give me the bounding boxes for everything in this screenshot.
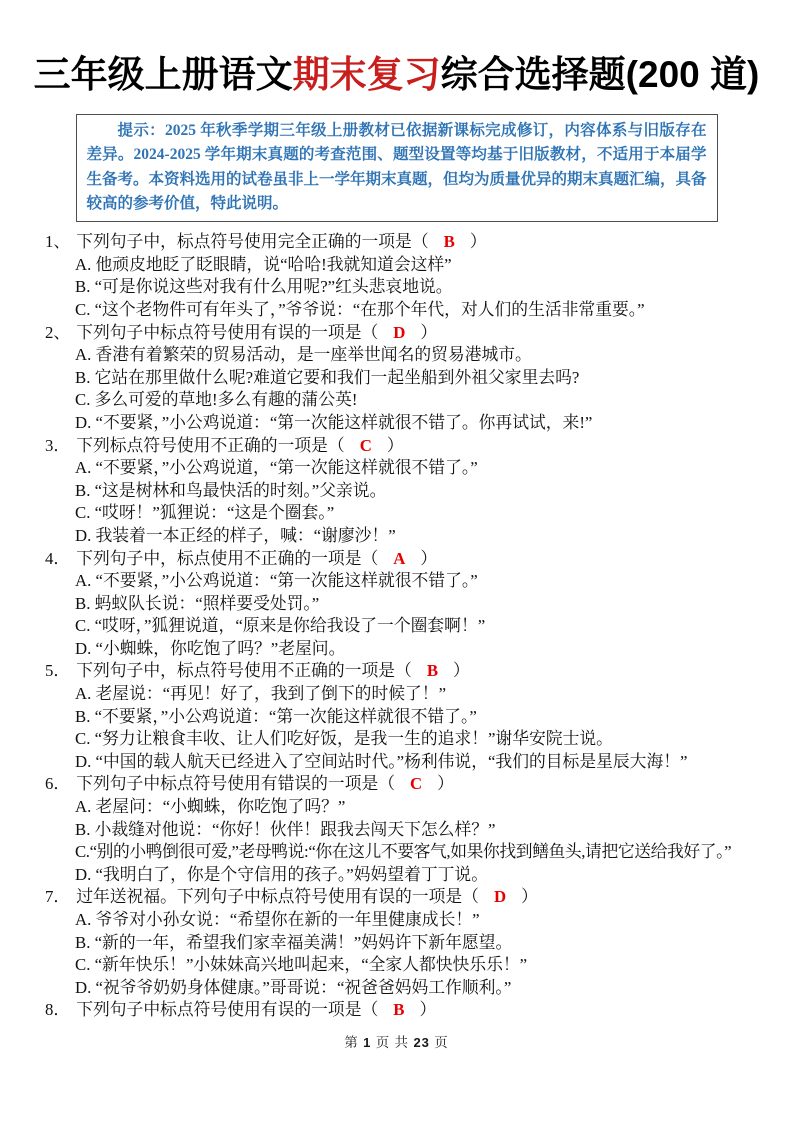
close-paren: ） [420,548,438,568]
option-d: D. “小蜘蛛，你吃饱了吗？”老屋问。 [75,638,346,658]
option-b: B. “新的一年，希望我们家幸福美满！”妈妈许下新年愿望。 [75,932,513,952]
option-a: A. “不要紧，”小公鸡说道：“第一次能这样就很不错了。” [75,571,478,591]
option-c: C. “新年快乐！”小妹妹高兴地叫起来，“全家人都快快乐乐！” [75,955,528,975]
question-text: 过年送祝福。下列句子中标点符号使用有误的一项是（ [76,887,479,907]
current-page-number: 1 [363,1035,372,1050]
close-paren: ） [437,774,454,794]
question-stem [45,548,755,571]
question-stem [45,322,755,345]
option-a: A. 他顽皮地眨了眨眼睛，说“哈哈!我就知道会这样” [75,254,452,274]
question-1 [45,231,755,321]
question-text: 下列句子中，标点符号使用不正确的一项是（ [76,661,412,681]
question-text: 下列标点符号使用不正确的一项是（ [76,435,345,455]
close-paren: ） [453,661,470,681]
option-d: D. “不要紧，”小公鸡说道：“第一次能这样就很不错了。你再试试，来!” [75,412,593,432]
page-title [0,44,793,98]
option-b: B. “这是树林和鸟最快活的时刻。”父亲说。 [75,480,387,500]
close-paren: ） [420,322,438,342]
question-3 [45,435,755,548]
answer-letter: B [393,1000,405,1020]
question-6 [45,773,755,886]
question-text: 下列句子中，标点符号使用完全正确的一项是（ [76,232,429,252]
question-text: 下列句子中标点符号使用有误的一项是（ [76,1000,379,1020]
close-paren: ） [469,232,487,252]
option-c: C.“别的小鸭倒很可爱,”老母鸭说:“你在这儿不要客气,如果你找到鳝鱼头,请把它送给我好了。” [75,842,732,862]
question-text: 下列句子中，标点使用不正确的一项是（ [76,548,379,568]
question-number: 3． [45,435,71,455]
option-a: A. 香港有着繁荣的贸易活动，是一座举世闻名的贸易港城市。 [75,345,532,365]
question-2 [45,322,755,435]
question-5 [45,660,755,773]
question-text: 下列句子中标点符号使用有错误的一项是（ [76,774,396,794]
option-b: B. 它站在那里做什么呢?难道它要和我们一起坐船到外祖父家里去吗? [75,367,580,387]
notice-box [76,114,718,222]
question-text: 下列句子中标点符号使用有误的一项是（ [76,322,379,342]
question-stem [45,773,755,796]
title-prefix: 三年级上册语文 [33,54,293,95]
option-c: C. “哎呀，”狐狸说道，“原来是你给我设了一个圈套啊！” [75,616,486,636]
option-b: B. 小裁缝对他说：“你好！伙伴！跟我去闯天下怎么样？” [75,819,496,839]
footer-text: 页 [429,1035,449,1050]
question-stem [45,886,755,909]
option-b: B. “可是你说这些对我有什么用呢?”红头悲哀地说。 [75,277,453,297]
close-paren: ） [521,887,538,907]
option-d: D. 我装着一本正经的样子，喊：“谢廖沙！” [75,525,396,545]
option-b: B. 蚂蚁队长说：“照样要受处罚。” [75,593,320,613]
answer-letter: D [493,887,507,907]
question-7 [45,886,755,999]
close-paren: ） [419,1000,437,1020]
question-number: 7． [45,887,71,907]
question-number: 2、 [45,322,71,342]
option-c: C. “努力让粮食丰收、让人们吃好饭，是我一生的追求！”谢华安院士说。 [75,729,613,749]
question-number: 1、 [45,232,71,252]
question-stem [45,660,755,683]
answer-letter: A [393,548,406,568]
option-a: A. 老屋问：“小蜘蛛，你吃饱了吗？” [75,797,346,817]
option-a: A. 爷爷对小孙女说：“希望你在新的一年里健康成长！” [75,910,480,929]
question-number: 4． [45,548,71,568]
footer-text: 第 [344,1035,364,1050]
title-highlight: 期末复习 [292,54,441,95]
question-number: 8． [45,1000,71,1020]
option-c: C. “这个老物件可有年头了，”爷爷说：“在那个年代，对人们的生活非常重要。” [75,299,645,319]
question-stem [45,435,755,458]
notice-text: 提示：2025 年秋季学期三年级上册教材已依据新课标完成修订，内容体系与旧版存在差异。2024-2025 学年期末真题的考查范围、题型设置等均基于旧版教材，不适用于本届学生备考。本资料选用的试卷虽非上一学年期末真题，但均为质量优异的期末真题汇编，具备较高的参考价值，特此说明。 [86,122,707,212]
option-a: A. “不要紧，”小公鸡说道，“第一次能这样就很不错了。” [75,458,478,478]
option-a: A. 老屋说：“再见！好了，我到了倒下的时候了！” [75,684,447,704]
option-d: D. “中国的载人航天已经进入了空间站时代。”杨利伟说，“我们的目标是星辰大海！” [75,751,688,771]
option-c: C. 多么可爱的草地!多么有趣的蒲公英! [75,390,358,410]
title-suffix: 综合选择题(200 道) [440,54,760,95]
answer-letter: D [393,322,406,342]
page-footer [0,1031,793,1051]
answer-letter: B [443,232,455,252]
footer-text: 页 共 [371,1035,414,1050]
question-stem [45,231,755,254]
question-8 [45,999,755,1022]
option-b: B. “不要紧，”小公鸡说道：“第一次能这样就很不错了。” [75,706,477,726]
answer-letter: C [359,435,372,455]
question-stem [45,999,755,1022]
close-paren: ） [386,435,404,455]
question-4 [45,548,755,661]
total-page-count: 23 [413,1035,430,1050]
question-list [45,231,755,1022]
question-number: 5． [45,661,71,681]
answer-letter: C [410,774,423,794]
option-c: C. “哎呀！”狐狸说：“这是个圈套。” [75,503,335,523]
question-number: 6． [45,774,71,794]
option-d: D. “祝爷爷奶奶身体健康。”哥哥说：“祝爸爸妈妈工作顺利。” [75,977,512,997]
answer-letter: B [426,661,439,681]
option-d: D. “我明白了，你是个守信用的孩子。”妈妈望着丁丁说。 [75,864,488,884]
